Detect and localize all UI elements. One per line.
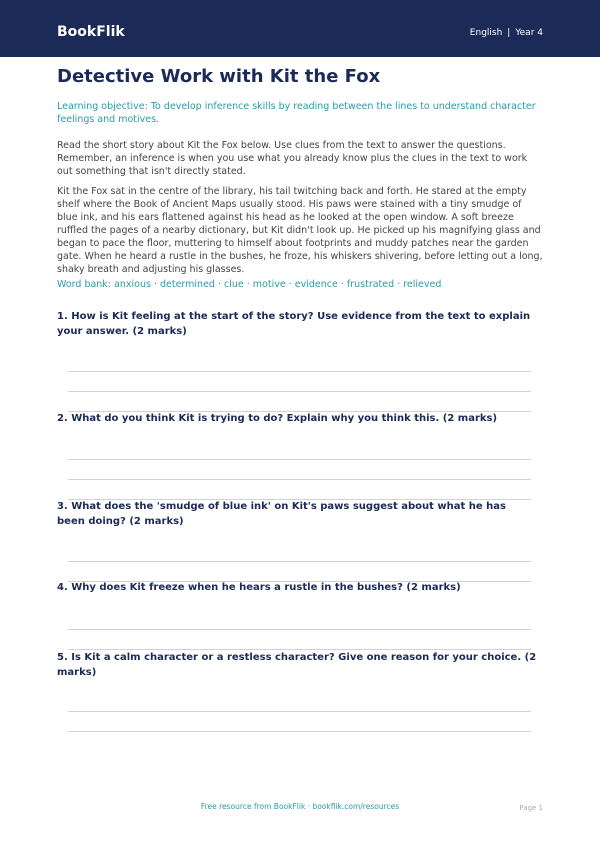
footer-link[interactable]: Free resource from BookFlik · bookflik.com/resources xyxy=(200,802,400,811)
question-3: 3. What does the 'smudge of blue ink' on Kit's paws suggest about what he has been doing? (2 marks) xyxy=(57,501,506,527)
separator: | xyxy=(507,28,511,38)
page-number: Page 1 xyxy=(519,804,543,812)
answer-line[interactable] xyxy=(68,711,531,712)
subject-label: English xyxy=(469,28,503,38)
header-bar xyxy=(0,0,600,57)
answer-line[interactable] xyxy=(68,459,531,460)
question-5: 5. Is Kit a calm character or a restless character? Give one reason for your choice. (2 marks) xyxy=(57,652,537,678)
story-text: Kit the Fox sat in the centre of the library, his tail twitching back and forth. He stared at the empty shelf where the Book of Ancient Maps usually stood. His paws were stained with a tiny smudge of blue ink, and his ears flattened against his head as he looked at the open window. A soft breeze ruffled the pages of a nearby dictionary, but Kit didn't look up. He picked up his magnifying glass and began to pace the floor, muttering to himself about footprints and muddy patches near the garden gate. When he heard a rustle in the bushes, he froze, his whiskers shivering, before letting out a long, shaky breath and adjusting his glasses. xyxy=(57,186,543,275)
year-label: Year 4 xyxy=(515,28,543,38)
answer-line[interactable] xyxy=(68,629,531,630)
question-1: 1. How is Kit feeling at the start of the story? Use evidence from the text to explain your answer. (2 marks) xyxy=(57,311,531,337)
answer-line[interactable] xyxy=(68,371,531,372)
instructions: Read the short story about Kit the Fox below. Use clues from the text to answer the questions. Remember, an inference is when you use what you already know plus the clues in the text to work out something that isn't directly stated. xyxy=(57,140,528,177)
word-bank: Word bank: anxious · determined · clue · motive · evidence · frustrated · relieved xyxy=(57,279,442,290)
answer-line[interactable] xyxy=(68,731,531,732)
answer-line[interactable] xyxy=(68,391,531,392)
brand-logo[interactable]: BookFlik xyxy=(57,24,125,40)
answer-line[interactable] xyxy=(68,561,531,562)
learning-objective: Learning objective: To develop inference skills by reading between the lines to understand character feelings and motives. xyxy=(57,101,536,125)
subject-year-label xyxy=(470,27,543,39)
question-2: 2. What do you think Kit is trying to do? Explain why you think this. (2 marks) xyxy=(57,413,498,424)
worksheet-title: Detective Work with Kit the Fox xyxy=(57,66,381,87)
answer-line[interactable] xyxy=(68,479,531,480)
question-4: 4. Why does Kit freeze when he hears a rustle in the bushes? (2 marks) xyxy=(57,582,461,593)
